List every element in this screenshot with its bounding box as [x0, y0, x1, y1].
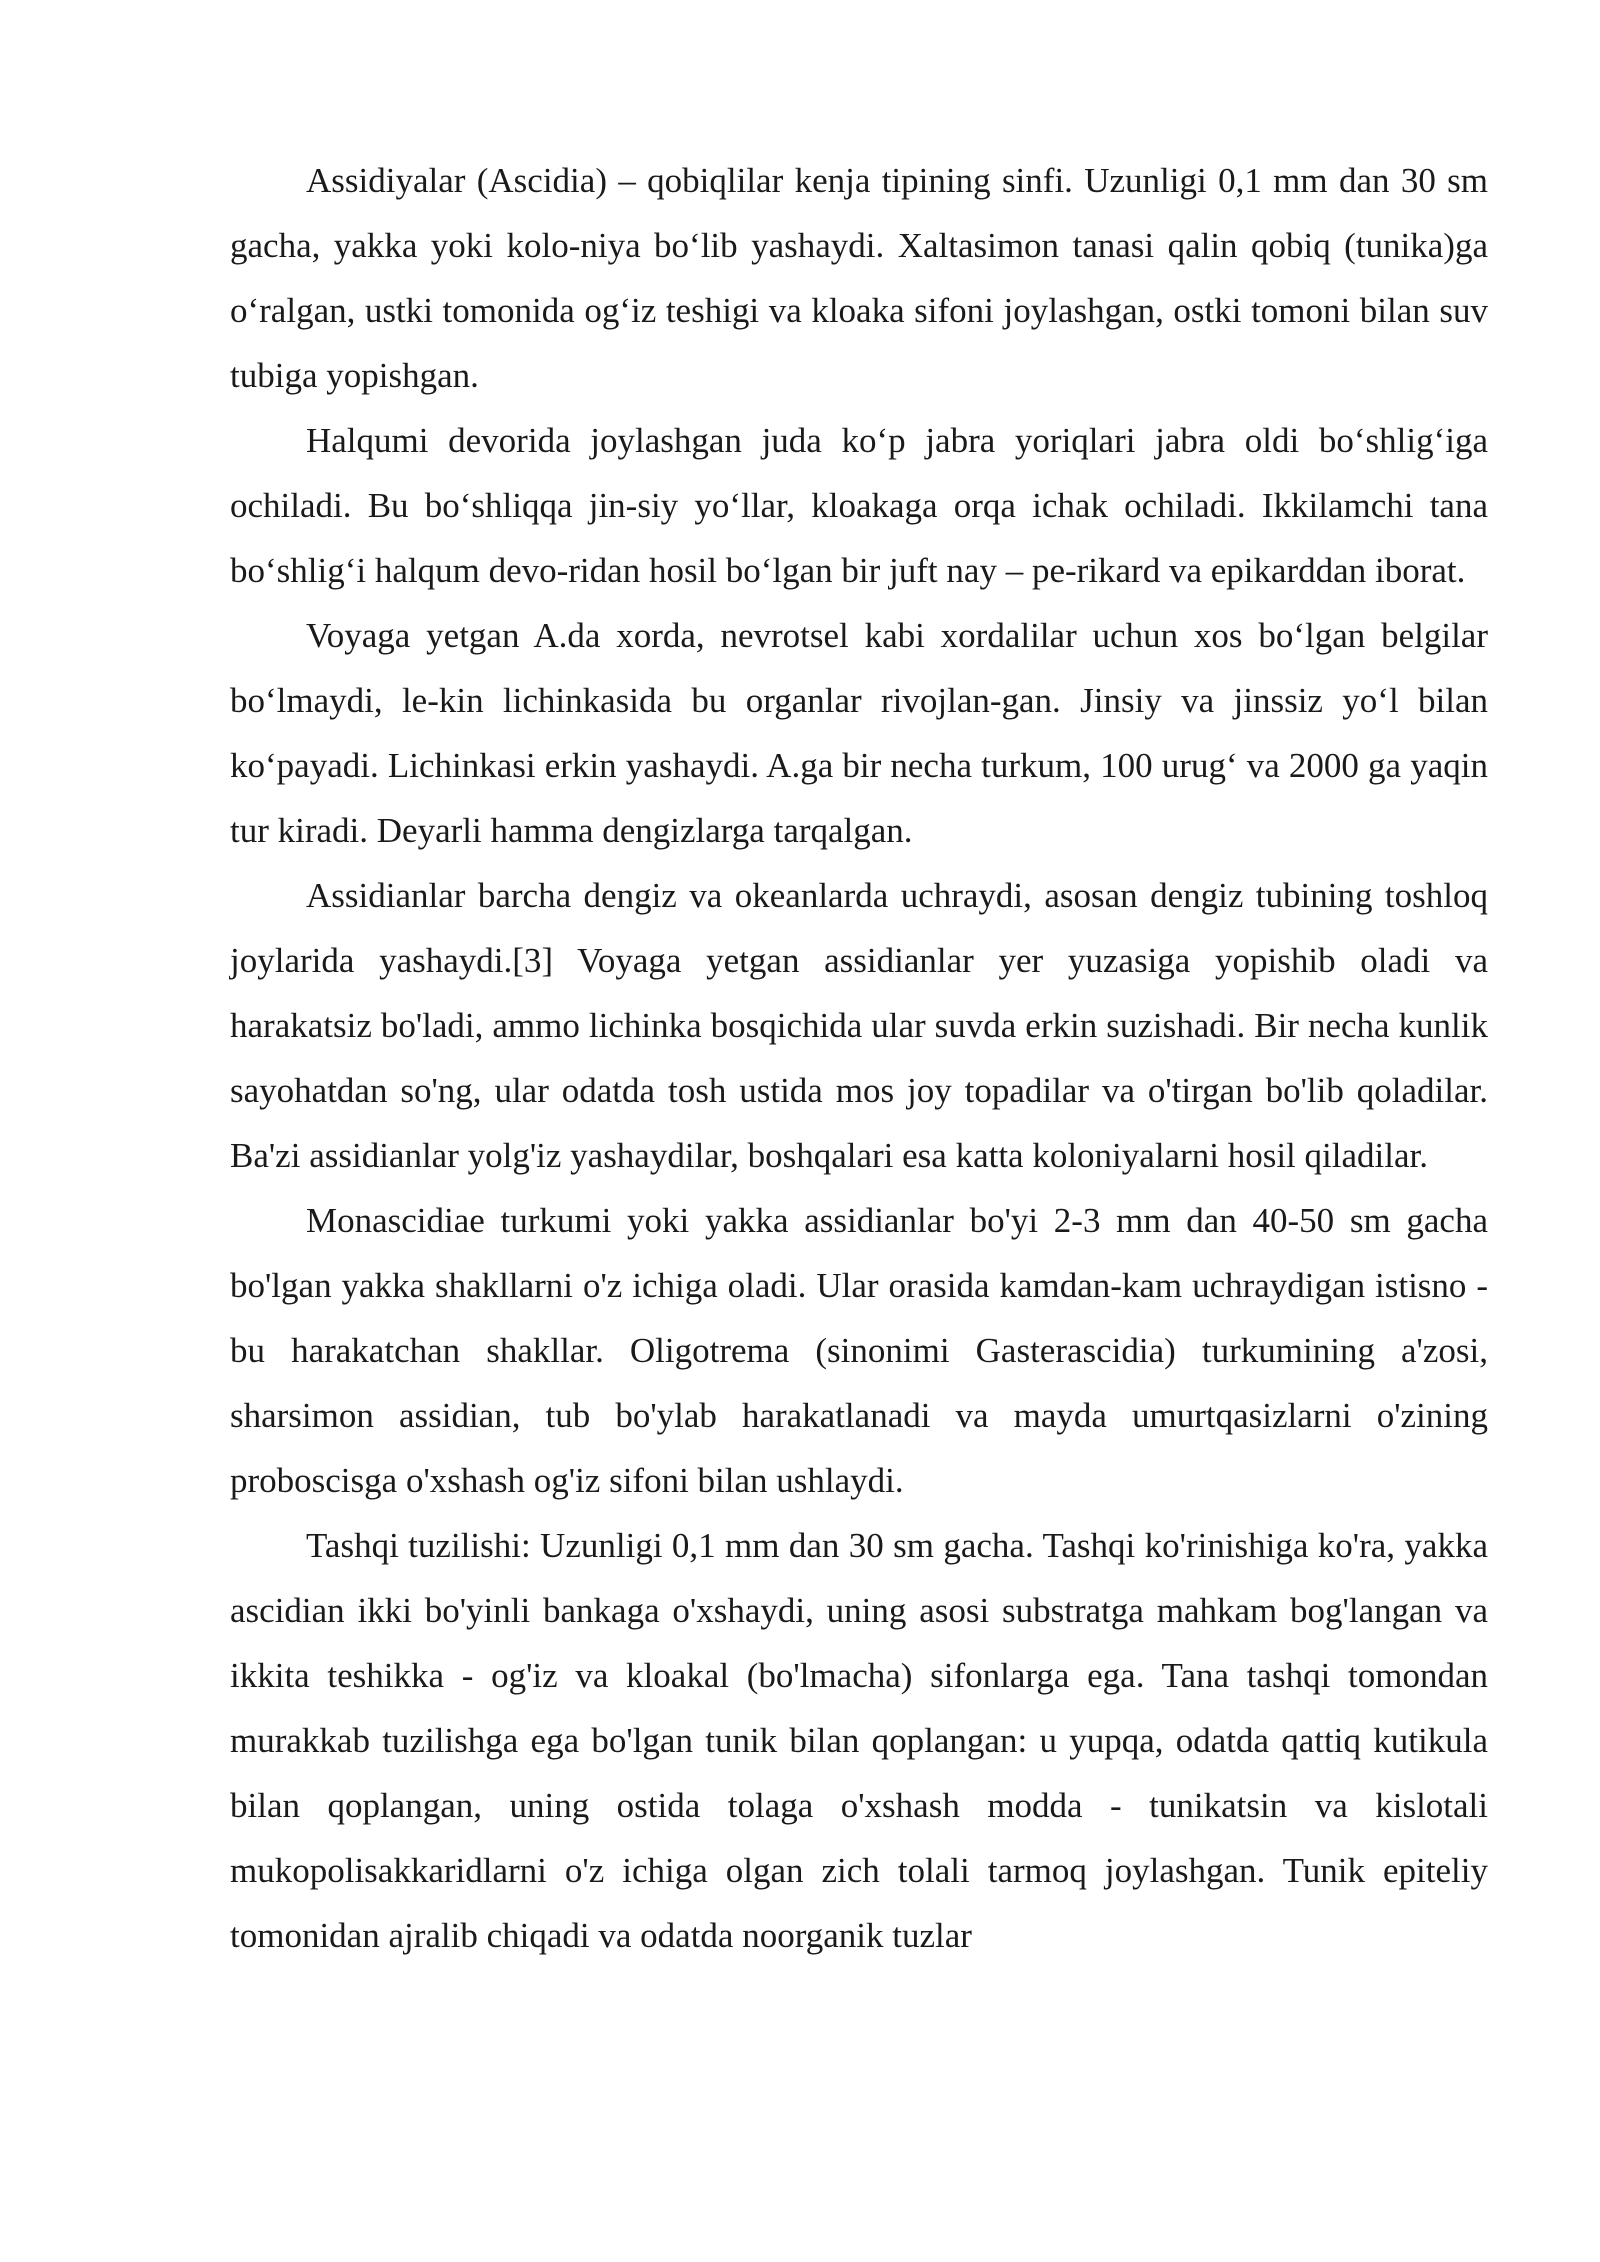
paragraph-3: Voyaga yetgan A.da xorda, nevrotsel kabi xordalilar uchun xos bo‘lgan belgilar bo‘lmaydi, le-kin lichinkasida bu organlar rivojlan-gan. Jinsiy va jinssiz yo‘l bilan ko‘payadi. Lichinkasi erkin yashaydi. A.ga bir necha turkum, 100 urug‘ va 2000 ga yaqin tur kiradi. Deyarli hamma dengizlarga tarqalgan. — [230, 616, 1488, 850]
document-page — [230, 148, 1488, 1968]
paragraph-2: Halqumi devorida joylashgan juda ko‘p jabra yoriqlari jabra oldi bo‘shlig‘iga ochiladi. Bu bo‘shliqqa jin-siy yo‘llar, kloakaga orqa ichak ochiladi. Ikkilamchi tana bo‘shlig‘i halqum devo-ridan hosil bo‘lgan bir juft nay – pe-rikard va epikarddan iborat. — [230, 421, 1488, 590]
paragraph-5: Monascidiae turkumi yoki yakka assidianlar bo'yi 2-3 mm dan 40-50 sm gacha bo'lgan yakka shakllarni o'z ichiga oladi. Ular orasida kamdan-kam uchraydigan istisno - bu harakatchan shakllar. Oligotrema (sinonimi Gasterascidia) turkumining a'zosi, sharsimon assidian, tub bo'ylab harakatlanadi va mayda umurtqasizlarni o'zining proboscisga o'xshash og'iz sifoni bilan ushlaydi. — [230, 1201, 1488, 1500]
paragraph-4: Assidianlar barcha dengiz va okeanlarda uchraydi, asosan dengiz tubining toshloq joylarida yashaydi.[3] Voyaga yetgan assidianlar yer yuzasiga yopishib oladi va harakatsiz bo'ladi, ammo lichinka bosqichida ular suvda erkin suzishadi. Bir necha kunlik sayohatdan so'ng, ular odatda tosh ustida mos joy topadilar va o'tirgan bo'lib qoladilar. Ba'zi assidianlar yolg'iz yashaydilar, boshqalari esa katta koloniyalarni hosil qiladilar. — [230, 876, 1488, 1175]
paragraph-1: Assidiyalar (Ascidia) – qobiqlilar kenja tipining sinfi. Uzunligi 0,1 mm dan 30 sm gacha, yakka yoki kolo-niya bo‘lib yashaydi. Xaltasimon tanasi qalin qobiq (tunika)ga o‘ralgan, ustki tomonida og‘iz teshigi va kloaka sifoni joylashgan, ostki tomoni bilan suv tubiga yopishgan. — [230, 161, 1488, 395]
paragraph-6: Tashqi tuzilishi: Uzunligi 0,1 mm dan 30 sm gacha. Tashqi ko'rinishiga ko'ra, yakka ascidian ikki bo'yinli bankaga o'xshaydi, uning asosi substratga mahkam bog'langan va ikkita teshikka - og'iz va kloakal (bo'lmacha) sifonlarga ega. Tana tashqi tomondan murakkab tuzilishga ega bo'lgan tunik bilan qoplangan: u yupqa, odatda qattiq kutikula bilan qoplangan, uning ostida tolaga o'xshash modda - tunikatsin va kislotali mukopolisakkaridlarni o'z ichiga olgan zich tolali tarmoq joylashgan. Tunik epiteliy tomonidan ajralib chiqadi va odatda noorganik tuzlar — [230, 1526, 1488, 1955]
